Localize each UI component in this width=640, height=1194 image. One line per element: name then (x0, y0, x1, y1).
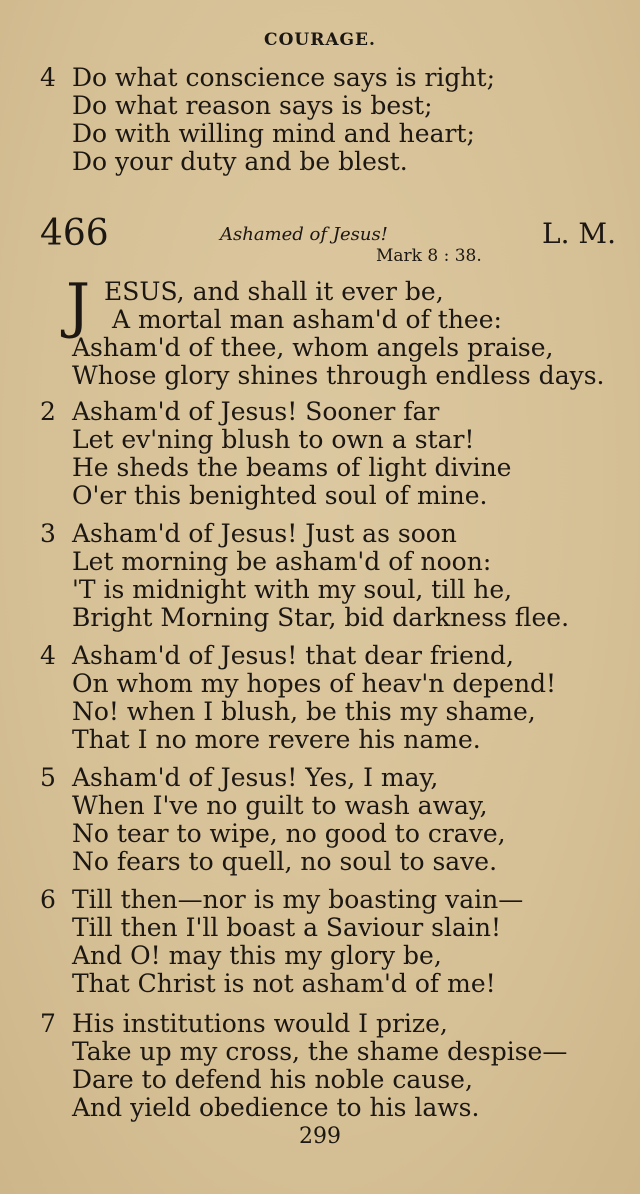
stanza-line: Take up my cross, the shame despise— (72, 1037, 568, 1066)
stanza-line: And yield obedience to his laws. (72, 1093, 480, 1122)
stanza-number: 7 (40, 1009, 56, 1038)
hymn-title: Ashamed of Jesus! (220, 224, 388, 245)
stanza-line: Asham'd of Jesus! Yes, I may, (72, 763, 439, 792)
stanza-line: No fears to quell, no soul to save. (72, 847, 498, 876)
stanza-line: Bright Morning Star, bid darkness flee. (72, 603, 570, 632)
stanza-number: 3 (40, 519, 56, 548)
stanza-line: No tear to wipe, no good to crave, (72, 819, 506, 848)
stanza-line: A mortal man asham'd of thee: (112, 305, 502, 334)
stanza-line: On whom my hopes of heav'n depend! (72, 669, 557, 698)
stanza-number: 4 (40, 63, 56, 92)
stanza-number: 5 (40, 763, 56, 792)
stanza-line: He sheds the beams of light divine (72, 453, 512, 482)
hymn-meter: L. M. (542, 217, 616, 250)
stanza-line: That I no more revere his name. (72, 725, 481, 754)
stanza-line: Asham'd of thee, whom angels praise, (72, 333, 554, 362)
hymn-heading (0, 214, 640, 254)
stanza-line: Asham'd of Jesus! Sooner far (72, 397, 440, 426)
stanza-line: Whose glory shines through endless days. (72, 361, 605, 390)
scripture-reference: Mark 8 : 38. (376, 246, 482, 266)
drop-cap: J (66, 271, 91, 341)
stanza-number: 4 (40, 641, 56, 670)
stanza-line: Do your duty and be blest. (72, 147, 408, 176)
stanza-number: 6 (40, 885, 56, 914)
stanza-line: When I've no guilt to wash away, (72, 791, 488, 820)
running-header: COURAGE. (264, 30, 376, 50)
stanza-line: O'er this benighted soul of mine. (72, 481, 488, 510)
stanza-line: Do what conscience says is right; (72, 63, 495, 92)
stanza-line: That Christ is not asham'd of me! (72, 969, 496, 998)
stanza-line: Do with willing mind and heart; (72, 119, 475, 148)
stanza-line: And O! may this my glory be, (72, 941, 442, 970)
stanza-line: No! when I blush, be this my shame, (72, 697, 536, 726)
stanza-line: ESUS, and shall it ever be, (104, 277, 444, 306)
stanza-line: Do what reason says is best; (72, 91, 433, 120)
stanza-line: Asham'd of Jesus! Just as soon (72, 519, 457, 548)
stanza-number: 2 (40, 397, 56, 426)
stanza-line: His institutions would I prize, (72, 1009, 448, 1038)
stanza-line: Asham'd of Jesus! that dear friend, (72, 641, 514, 670)
hymn-number: 466 (40, 213, 109, 254)
page-number: 299 (299, 1124, 341, 1149)
stanza-line: 'T is midnight with my soul, till he, (72, 575, 513, 604)
stanza-line: Till then—nor is my boasting vain— (72, 885, 524, 914)
stanza-line: Let ev'ning blush to own a star! (72, 425, 475, 454)
stanza-line: Let morning be asham'd of noon: (72, 547, 492, 576)
stanza-line: Till then I'll boast a Saviour slain! (72, 913, 501, 942)
stanza-line: Dare to defend his noble cause, (72, 1065, 473, 1094)
